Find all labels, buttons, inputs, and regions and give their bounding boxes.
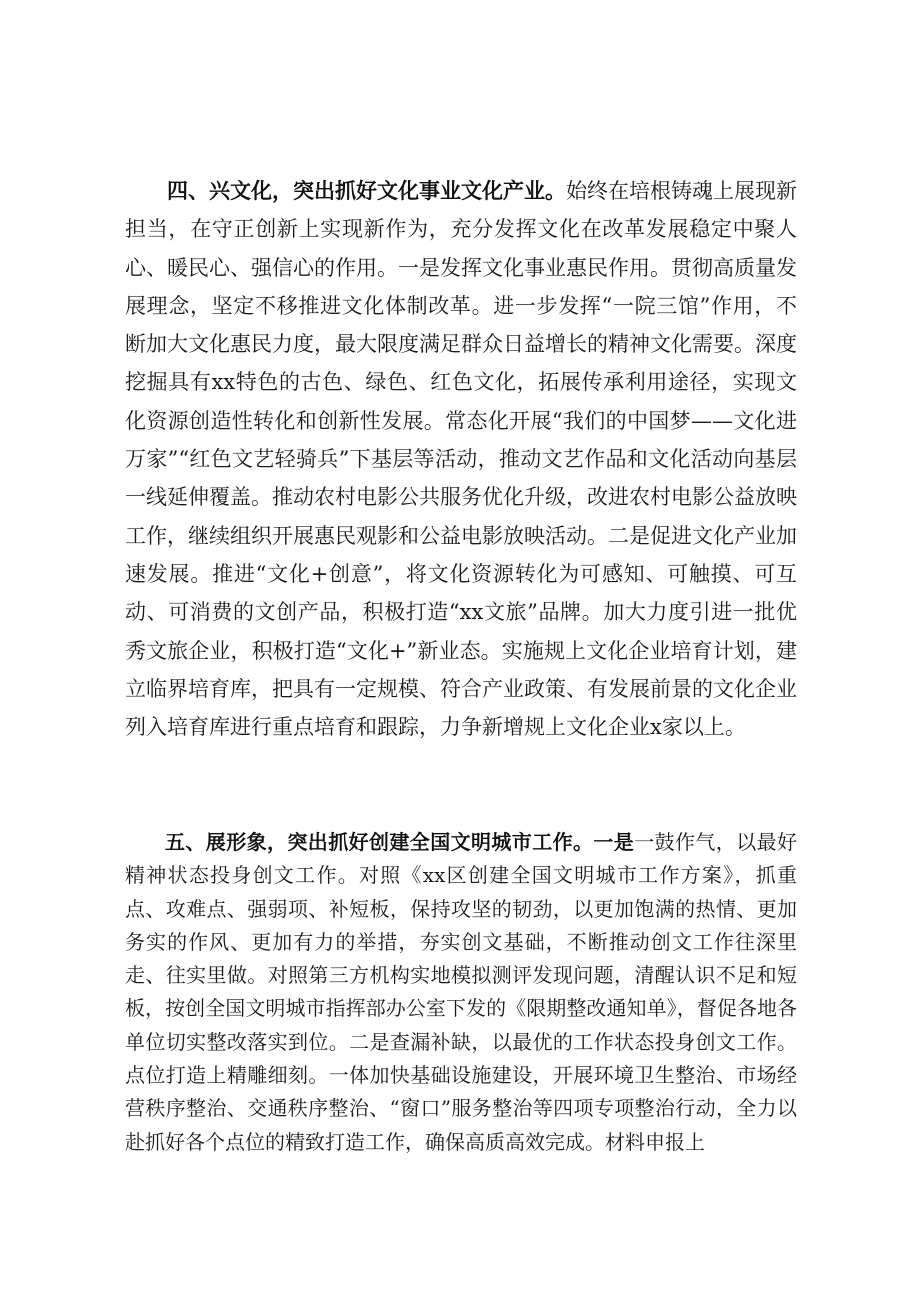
section-culture-paragraph xyxy=(125,172,797,746)
section-civilized-city-body: 一鼓作气，以最好精神状态投身创文工作。对照《xx区创建全国文明城市工作方案》，抓重点、攻难点、强弱项、补短板，保持攻坚的韧劲，以更加饱满的热情、更加务实的作风、更加有力的举措，夯实创文基础，不断推动创文工作往深里走、往实里做。对照第三方机构实地模拟测评发现问题，清醒认识不足和短板，按创全国文明城市指挥部办公室下发的《限期整改通知单》，督促各地各单位切实整改落实到位。二是查漏补缺，以最优的工作状态投身创文工作。点位打造上精雕细刻。一体加快基础设施建设，开展环境卫生整治、市场经营秩序整治、交通秩序整治、“窗口”服务整治等四项专项整治行动，全力以赴抓好各个点位的精致打造工作，确保高质高效完成。材料申报上 xyxy=(125,830,798,1154)
section-civilized-city-heading: 五、展形象，突出抓好创建全国文明城市工作。一是 xyxy=(165,830,635,854)
section-civilized-city-paragraph xyxy=(125,826,797,1159)
section-culture-heading: 四、兴文化，突出抓好文化事业文化产业。 xyxy=(167,179,566,203)
section-culture-body: 始终在培根铸魂上展现新担当，在守正创新上实现新作为，充分发挥文化在改革发展稳定中聚人心、暖民心、强信心的作用。一是发挥文化事业惠民作用。贯彻高质量发展理念，坚定不移推进文化体制改革。进一步发挥“一院三馆”作用，不断加大文化惠民力度，最大限度满足群众日益增长的精神文化需要。深度挖掘具有xx特色的古色、绿色、红色文化，拓展传承利用途径，实现文化资源创造性转化和创新性发展。常态化开展“我们的中国梦——文化进万家”“红色文艺轻骑兵”下基层等活动，推动文艺作品和文化活动向基层一线延伸覆盖。推动农村电影公共服务优化升级，改进农村电影公益放映工作，继续组织开展惠民观影和公益电影放映活动。二是促进文化产业加速发展。推进“文化+创意”，将文化资源转化为可感知、可触摸、可互动、可消费的文创产品，积极打造“xx文旅”品牌。加大力度引进一批优秀文旅企业，积极打造“文化+”新业态。实施规上文化企业培育计划，建立临界培育库，把具有一定规模、符合产业政策、有发展前景的文化企业列入培育库进行重点培育和跟踪，力争新增规上文化企业x家以上。 xyxy=(125,179,797,740)
